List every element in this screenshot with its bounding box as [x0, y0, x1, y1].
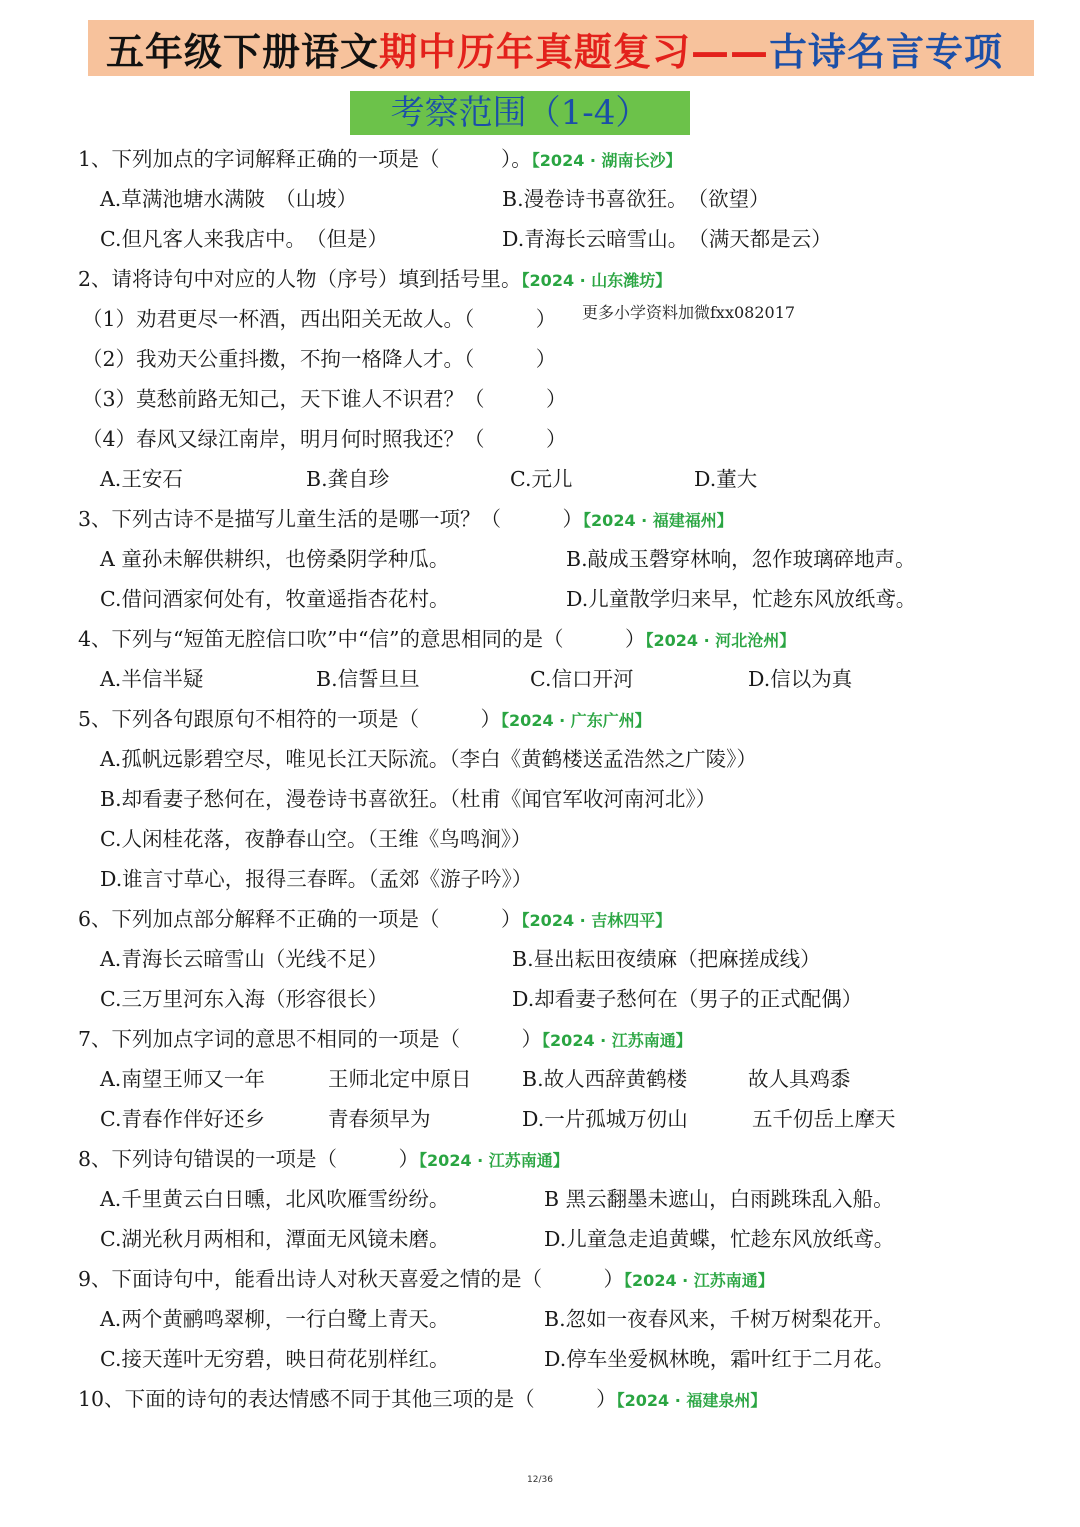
question-3-option-d: D.儿童散学归来早，忙趁东风放纸鸢。 [566, 587, 917, 611]
question-10 [78, 1385, 766, 1415]
question-5-stem: 5、下列各句跟原句不相符的一项是（ ） [78, 707, 502, 731]
question-6-option-c: C.三万里河东入海（形容很长） [100, 987, 388, 1011]
question-1 [78, 145, 682, 175]
question-4-source-tag: 【2024 · 河北沧州】 [645, 631, 796, 650]
question-2-sentence-3: （3）莫愁前路无知己，天下谁人不识君？（ ） [82, 387, 567, 411]
question-2-option-d: D.董大 [694, 467, 758, 491]
question-8-source-tag: 【2024 · 江苏南通】 [419, 1151, 569, 1170]
question-1-option-a: A.草满池塘水满陂 （山坡） [100, 187, 358, 211]
question-4-option-c: C.信口开河 [530, 667, 634, 691]
question-9-option-d: D.停车坐爱枫林晚，霜叶红于二月花。 [544, 1347, 895, 1371]
question-4-option-a: A.半信半疑 [100, 667, 204, 691]
title-banner [88, 20, 1034, 76]
question-1-stem: 1、下列加点的字词解释正确的一项是（ ）。 [78, 147, 532, 171]
question-10-stem: 10、下面的诗句的表达情感不同于其他三项的是（ ） [78, 1387, 617, 1411]
question-1-option-c: C.但凡客人来我店中。 （但是） [100, 227, 388, 251]
question-8-option-c: C.湖光秋月两相和，潭面无风镜未磨。 [100, 1227, 450, 1251]
question-8-option-b: B 黑云翻墨未遮山，白雨跳珠乱入船。 [544, 1187, 894, 1211]
question-5-option-b: B.却看妻子愁何在，漫卷诗书喜欲狂。（杜甫《闻官军收河南河北》） [100, 787, 717, 811]
scope-label: 考察范围（1-4） [350, 91, 690, 135]
question-6-option-d: D.却看妻子愁何在（男子的正式配偶） [512, 987, 863, 1011]
title-part-review: 期中历年真题复习—— [379, 29, 770, 74]
question-2-sentence-2: （2）我劝天公重抖擞，不拘一格降人才。（ ） [82, 347, 557, 371]
question-5-source-tag: 【2024 · 广东广州】 [501, 711, 651, 730]
question-2-source-tag: 【2024 · 山东潍坊】 [521, 271, 672, 290]
question-2-option-a: A.王安石 [100, 467, 183, 491]
question-6-option-a: A.青海长云暗雪山（光线不足） [100, 947, 388, 971]
question-2-option-c: C.元儿 [510, 467, 573, 491]
question-4-option-b: B.信誓旦旦 [316, 667, 420, 691]
question-7-option-b: B.故人西辞黄鹤楼 [522, 1067, 688, 1091]
question-8-option-a: A.千里黄云白日曛，北风吹雁雪纷纷。 [100, 1187, 450, 1211]
question-1-option-d: D.青海长云暗雪山。 （满天都是云） [502, 227, 832, 251]
question-6-stem: 6、下列加点部分解释不正确的一项是（ ） [78, 907, 522, 931]
question-8 [78, 1145, 569, 1175]
question-5-option-a: A.孤帆远影碧空尽，唯见长江天际流。（李白《黄鹤楼送孟浩然之广陵》） [100, 747, 757, 771]
question-5 [78, 705, 651, 735]
question-10-source-tag: 【2024 · 福建泉州】 [616, 1391, 767, 1410]
question-3-source-tag: 【2024 · 福建福州】 [583, 511, 733, 530]
question-9-source-tag: 【2024 · 江苏南通】 [624, 1271, 774, 1290]
question-7-source-tag: 【2024 · 江苏南通】 [542, 1031, 692, 1050]
question-3 [78, 505, 733, 535]
question-3-option-b: B.敲成玉磬穿林响，忽作玻璃碎地声。 [566, 547, 916, 571]
question-2-option-b: B.龚自珍 [306, 467, 390, 491]
question-9 [78, 1265, 774, 1295]
question-3-stem: 3、下列古诗不是描写儿童生活的是哪一项？（ ） [78, 507, 584, 531]
question-4-option-d: D.信以为真 [748, 667, 853, 691]
question-2-stem: 2、请将诗句中对应的人物（序号）填到括号里。 [78, 267, 522, 291]
question-9-stem: 9、下面诗句中，能看出诗人对秋天喜爱之情的是（ ） [78, 1267, 625, 1291]
question-7-option-c: C.青春作伴好还乡 [100, 1107, 265, 1131]
question-1-option-b: B.漫卷诗书喜欲狂。 （欲望） [502, 187, 770, 211]
question-7-option-b-pair: 故人具鸡黍 [748, 1067, 851, 1091]
title-part-topic: 古诗名言专项 [769, 29, 1004, 74]
question-6-source-tag: 【2024 · 吉林四平】 [521, 911, 672, 930]
question-1-source-tag: 【2024 · 湖南长沙】 [531, 151, 682, 170]
question-8-option-d: D.儿童急走追黄蝶，忙趁东风放纸鸢。 [544, 1227, 895, 1251]
question-7-option-a-pair: 王师北定中原日 [328, 1067, 472, 1091]
question-5-option-d: D.谁言寸草心，报得三春晖。（孟郊《游子吟》） [100, 867, 533, 891]
question-2 [78, 265, 671, 295]
question-8-stem: 8、下列诗句错误的一项是（ ） [78, 1147, 420, 1171]
question-7-option-d-pair: 五千仞岳上摩天 [752, 1107, 896, 1131]
page-number: 12/36 [527, 1475, 553, 1485]
question-9-option-c: C.接天莲叶无穷碧，映日荷花别样红。 [100, 1347, 450, 1371]
question-9-option-b: B.忽如一夜春风来，千树万树梨花开。 [544, 1307, 894, 1331]
question-4-stem: 4、下列与“短笛无腔信口吹”中“信”的意思相同的是（ ） [78, 627, 646, 651]
question-5-option-c: C.人闲桂花落，夜静春山空。（王维《鸟鸣涧》） [100, 827, 532, 851]
question-7 [78, 1025, 692, 1055]
question-4 [78, 625, 795, 655]
question-7-stem: 7、下列加点字词的意思不相同的一项是（ ） [78, 1027, 543, 1051]
question-2-sentence-1: （1）劝君更尽一杯酒，西出阳关无故人。（ ） [82, 307, 557, 331]
question-3-option-c: C.借问酒家何处有，牧童遥指杏花村。 [100, 587, 450, 611]
question-2-sentence-4: （4）春风又绿江南岸，明月何时照我还？（ ） [82, 427, 567, 451]
question-6-option-b: B.昼出耘田夜绩麻（把麻搓成线） [512, 947, 821, 971]
question-9-option-a: A.两个黄鹂鸣翠柳，一行白鹭上青天。 [100, 1307, 450, 1331]
question-7-option-c-pair: 青春须早为 [328, 1107, 431, 1131]
question-7-option-a: A.南望王师又一年 [100, 1067, 265, 1091]
question-3-option-a: A 童孙未解供耕织，也傍桑阴学种瓜。 [100, 547, 450, 571]
question-6 [78, 905, 671, 935]
title-part-grade: 五年级下册语文 [106, 29, 380, 74]
question-7-option-d: D.一片孤城万仞山 [522, 1107, 688, 1131]
contact-note: 更多小学资料加微fxx082017 [582, 303, 796, 322]
